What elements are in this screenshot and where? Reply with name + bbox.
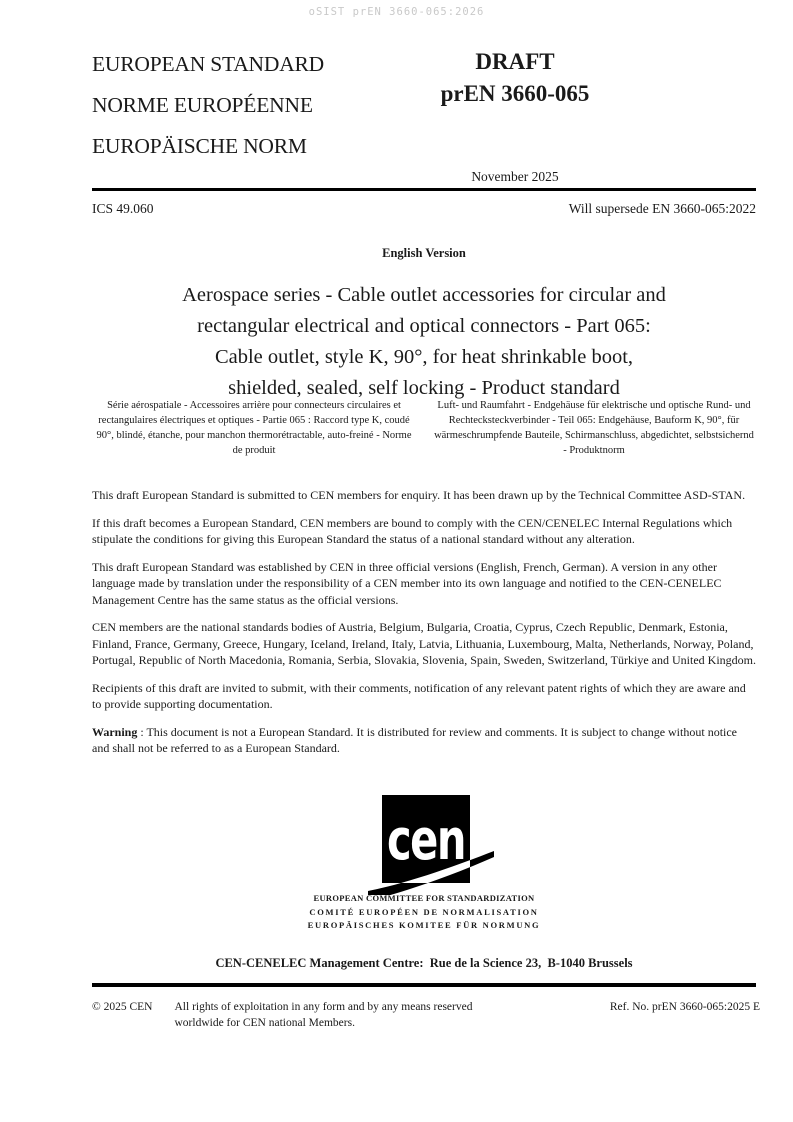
org-title-english: EUROPEAN STANDARD (92, 52, 324, 76)
version-label: English Version (382, 246, 466, 260)
copyright-notice: © 2025 CEN (92, 1001, 153, 1013)
org-title-german: EUROPÄISCHE NORM (92, 134, 307, 158)
caption-german: EUROPÄISCHES KOMITEE FÜR NORMUNG (307, 920, 541, 930)
cen-logo (368, 795, 498, 895)
draft-designation (372, 47, 658, 111)
caption-english: EUROPEAN COMMITTEE FOR STANDARDIZATION (313, 893, 535, 903)
foreword-paragraph: This draft European Standard is submitted to CEN members for enquiry. It has been drawn up by the Technical Committee ASD-STAN. (92, 488, 746, 502)
watermark-text: oSIST prEN 3660-065:2026 (308, 6, 485, 18)
management-centre-address: CEN-CENELEC Management Centre: Rue de la Science 23, B-1040 Brussels (215, 956, 633, 970)
rights-line: worldwide for CEN national Members. (174, 1017, 355, 1029)
document-title-line: Aerospace series - Cable outlet accessories for circular and (182, 284, 666, 306)
rights-line: All rights of exploitation in any form and by any means reserved (174, 1001, 473, 1013)
warning-text: : This document is not a European Standard. It is distributed for review and comments. It is subject to change without notice and shall not be referred to as a European Standard. (92, 724, 738, 755)
warning-paragraph (92, 724, 756, 757)
ics-code: ICS 49.060 (92, 201, 154, 216)
supersede-note: Will supersede EN 3660-065:2022 (568, 201, 756, 216)
foreword-text (92, 487, 756, 768)
title-french: Série aérospatiale - Accessoires arrière pour connecteurs circulaires et rectangulaires électriques et optiques - Partie 065 : Raccord type K, coudé 90°, blindé, étanche, pour manchon thermorétractable, auto-freiné - Norme de produit (96, 400, 412, 456)
rights-statement (175, 999, 610, 1031)
title-german: Luft- und Raumfahrt - Endgehäuse für elektrische und optische Rund- und Rechtecksteckverbinder - Teil 065: Endgehäuse, Bauform K, 90°, für wärmeschrumpfende Bauteile, Schirmanschluss, abgedichtet, selbstsichernd - Produktnorm (434, 400, 754, 456)
footer (92, 999, 760, 1031)
member-countries-paragraph: CEN members are the national standards bodies of Austria, Belgium, Bulgaria, Croatia, Cyprus, Czech Republic, Denmark, Estonia, Finland, France, Germany, Greece, Hungary, Iceland, Ireland, Italy, Latvia, Lithuania, Luxembourg, Malta, Netherlands, Norway, Poland, Portugal, Republic of North Macedonia, Romania, Serbia, Slovakia, Slovenia, Spain, Sweden, Switzerland, Türkiye and United Kingdom. (92, 620, 756, 667)
logo-lettering: cen (387, 808, 465, 873)
footer-divider (92, 983, 756, 987)
logo-captions (92, 892, 756, 933)
cen-logo-icon (368, 795, 498, 895)
meta-row (92, 201, 756, 217)
org-title-french: NORME EUROPÉENNE (92, 93, 313, 117)
document-number: prEN 3660-065 (440, 81, 590, 106)
publication-date: November 2025 (471, 169, 559, 184)
warning-label: Warning (92, 724, 138, 739)
document-title (92, 280, 756, 404)
caption-french: COMITÉ EUROPÉEN DE NORMALISATION (309, 906, 539, 917)
translated-titles (92, 398, 756, 458)
header-divider (92, 188, 756, 191)
document-title-line: shielded, sealed, self locking - Product standard (228, 377, 620, 399)
patent-rights-paragraph: Recipients of this draft are invited to submit, with their comments, notification of any relevant patent rights of which they are aware and to provide supporting documentation. (92, 680, 746, 711)
foreword-paragraph: This draft European Standard was established by CEN in three official versions (English, French, German). A version in any other language made by translation under the responsibility of a CEN member into its own language and notified to the CEN-CENELEC Management Centre has the same status as the official versions. (92, 559, 722, 607)
organization-titles (92, 44, 324, 167)
document-title-line: Cable outlet, style K, 90°, for heat shrinkable boot, (214, 346, 634, 368)
draft-label: DRAFT (475, 49, 555, 74)
reference-number: Ref. No. prEN 3660-065:2025 E (609, 1001, 760, 1013)
foreword-paragraph: If this draft becomes a European Standard, CEN members are bound to comply with the CEN/CENELEC Internal Regulations which stipulate the conditions for giving this European Standard the status of a national standard without any alteration. (92, 515, 733, 546)
document-title-line: rectangular electrical and optical connectors - Part 065: (197, 315, 651, 337)
